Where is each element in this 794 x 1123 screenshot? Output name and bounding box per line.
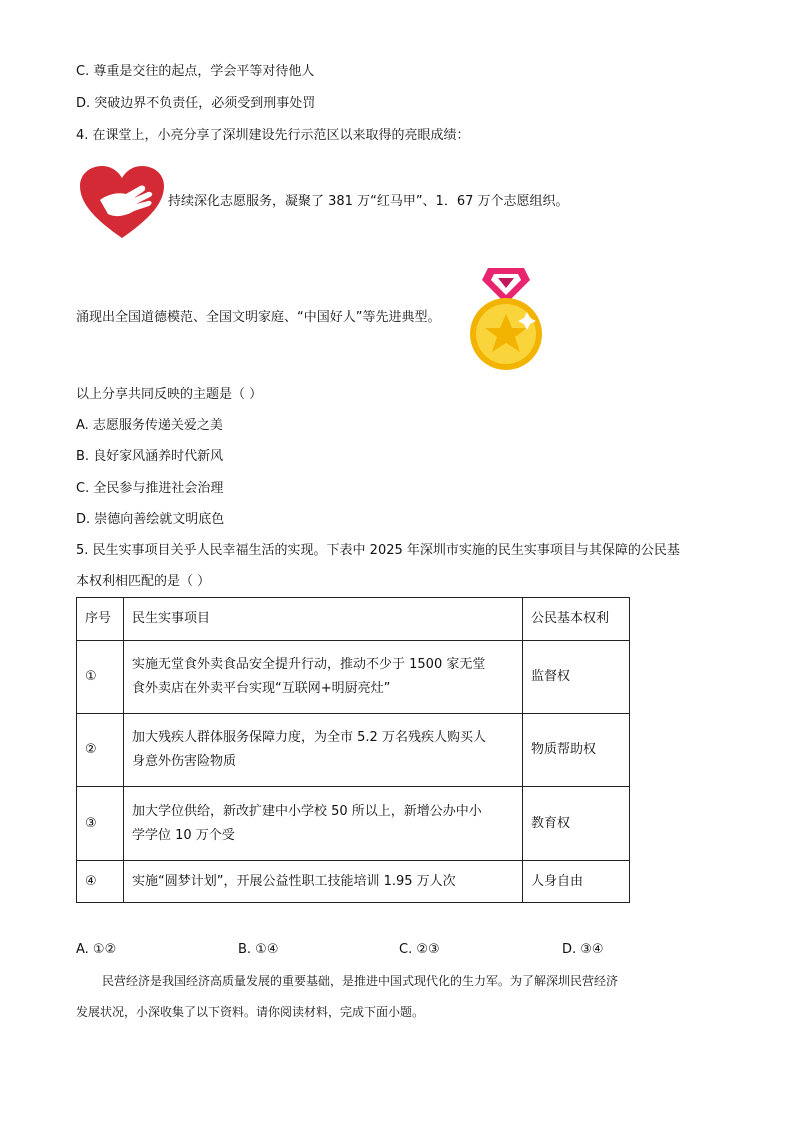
question-5-option-c[interactable]: C. ②③ (399, 942, 440, 957)
question-4-prompt: 以上分享共同反映的主题是（ ） (76, 387, 263, 402)
volunteer-heart-hand-icon (78, 164, 166, 242)
row-project-line: 食外卖店在外卖平台实现“互联网+明厨亮灶” (132, 681, 391, 696)
row-project-line: 加大学位供给，新改扩建中小学校 50 所以上，新增公办中小 (132, 803, 482, 819)
table-row (77, 714, 630, 787)
row-right: 监督权 (523, 641, 630, 714)
row-project (124, 714, 523, 787)
row-project (124, 641, 523, 714)
row-right: 物质帮助权 (523, 714, 630, 787)
row-right: 人身自由 (523, 861, 630, 903)
question-5-option-b[interactable]: B. ①④ (238, 942, 279, 957)
table-header-row (77, 598, 630, 641)
question-4-option-d[interactable]: D. 崇德向善绘就文明底色 (76, 512, 225, 527)
prev-option-d: D. 突破边界不负责任，必须受到刑事处罚 (76, 96, 316, 111)
row-project: 实施“圆梦计划”，开展公益性职工技能培训 1.95 万人次 (124, 861, 523, 903)
row-project-line: 加大残疾人群体服务保障力度，为全市 5.2 万名残疾人购买人 (132, 730, 486, 745)
question-4-item-2: 涌现出全国道德模范、全国文明家庭、“中国好人”等先进典型。 (76, 310, 441, 325)
row-no: ① (77, 641, 124, 714)
row-project (124, 787, 523, 861)
gold-medal-icon (466, 264, 546, 374)
question-5-option-d[interactable]: D. ③④ (562, 942, 604, 957)
question-4-option-b[interactable]: B. 良好家风涵养时代新风 (76, 449, 224, 464)
passage-line-1: 民营经济是我国经济高质量发展的重要基础，是推进中国式现代化的生力军。为了解深圳民营经济 (102, 974, 619, 988)
question-4-stem: 4. 在课堂上，小亮分享了深圳建设先行示范区以来取得的亮眼成绩： (76, 128, 470, 143)
question-5-option-a[interactable]: A. ①② (76, 942, 117, 957)
row-project-line: 学学位 10 万个受 (132, 827, 235, 843)
question-5-options (76, 942, 636, 960)
row-no: ② (77, 714, 124, 787)
row-project-line: 身意外伤害险物质 (132, 754, 237, 769)
table-row (77, 787, 630, 861)
row-no: ④ (77, 861, 124, 903)
passage-line-2: 发展状况，小深收集了以下资料。请你阅读材料，完成下面小题。 (76, 1005, 425, 1019)
question-4-option-a[interactable]: A. 志愿服务传递关爱之美 (76, 418, 223, 433)
rights-table (76, 597, 630, 903)
header-project: 民生实事项目 (124, 598, 523, 641)
table-row (77, 861, 630, 903)
question-5-stem-line-1: 5. 民生实事项目关乎人民幸福生活的实现。下表中 2025 年深圳市实施的民生实事项目与其保障的公民基 (76, 543, 680, 558)
question-4-option-c[interactable]: C. 全民参与推进社会治理 (76, 481, 224, 496)
reading-passage (76, 966, 716, 1028)
question-4-item-1: 持续深化志愿服务，凝聚了 381 万“红马甲”、1．67 万个志愿组织。 (168, 194, 569, 209)
question-5-stem-line-2: 本权利相匹配的是（ ） (76, 574, 211, 589)
row-right: 教育权 (523, 787, 630, 861)
row-no: ③ (77, 787, 124, 861)
header-no: 序号 (77, 598, 124, 641)
row-project-line: 实施无堂食外卖食品安全提升行动，推动不少于 1500 家无堂 (132, 657, 486, 672)
header-right: 公民基本权利 (523, 598, 630, 641)
prev-option-c: C. 尊重是交往的起点，学会平等对待他人 (76, 64, 315, 79)
table-row (77, 641, 630, 714)
